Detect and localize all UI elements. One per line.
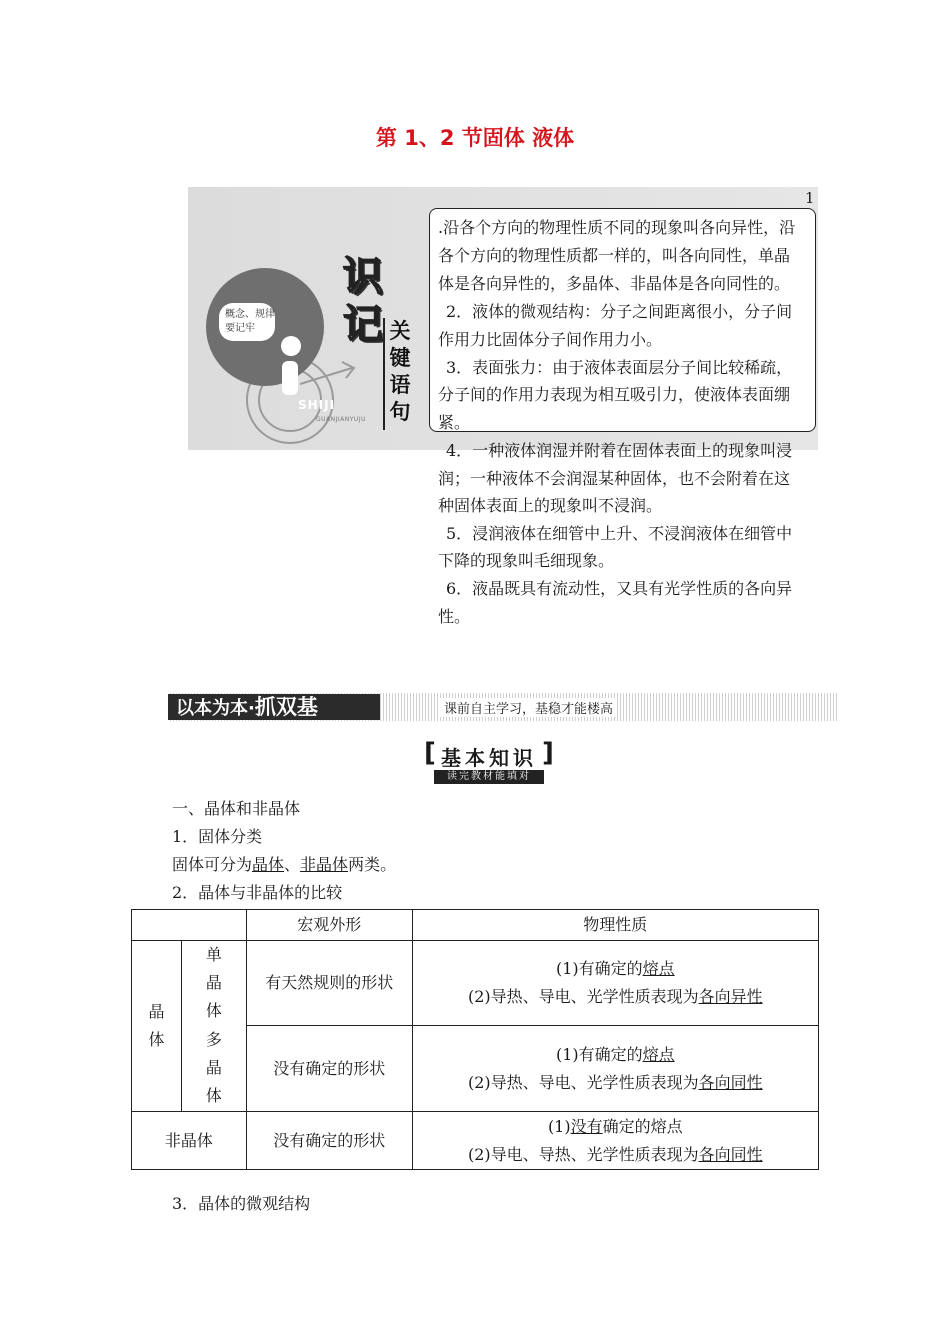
single-shape-cell: 有天然规则的形状 (246, 941, 412, 1026)
vertical-rule (383, 318, 385, 430)
key-point-line: 各个方向的物理性质都一样的，叫各向同性，单晶 (438, 246, 791, 265)
bubble-line: 要记牢 (225, 323, 255, 334)
answer-crystal: 晶体 (252, 855, 285, 874)
shiji-sub-label: GUANJIANYUJU (316, 416, 366, 423)
key-point-line: 体是各向异性的，多晶体、非晶体是各向同性的。 (438, 274, 791, 293)
answer-melting-point: 熔点 (642, 1044, 675, 1064)
amorphous-label: 非晶体 (132, 1112, 247, 1170)
text-span: 固体可分为 (172, 855, 253, 874)
answer-melting-point: 熔点 (642, 959, 675, 978)
label-char: 单 (205, 945, 222, 965)
shiji-label: SHIJI (298, 398, 336, 412)
key-point-line: .沿各个方向的物理性质不同的现象叫各向异性，沿 (438, 218, 796, 237)
basic-knowledge-title: 基本知识 (441, 746, 537, 770)
label-char: 体 (205, 1086, 222, 1106)
key-point-line: 4．一种液体润湿并附着在固体表面上的现象叫浸 (446, 441, 793, 460)
vertical-char: 关 (389, 319, 411, 343)
text-span: 确定的熔点 (602, 1116, 683, 1136)
basic-knowledge-badge (424, 738, 554, 784)
label-char: 体 (148, 1030, 165, 1049)
section-subtitle: 课前自主学习，基稳才能楼高 (440, 698, 617, 717)
solid-class-text (172, 853, 396, 877)
answer-anisotropic: 各向异性 (698, 987, 763, 1006)
vertical-char: 键 (389, 346, 411, 370)
person-icon-body (282, 361, 298, 395)
text-span: (2)导电、导热、光学性质表现为 (467, 1144, 699, 1164)
key-point-line: 种固体表面上的现象叫不浸润。 (438, 496, 663, 515)
text-span: (2)导热、导电、光学性质表现为 (467, 987, 699, 1006)
bracket-left: [ (424, 738, 436, 768)
key-point-line: 作用力比固体分子间作用力小。 (438, 330, 663, 349)
label-char: 晶 (148, 1002, 165, 1021)
table-row (132, 941, 819, 1026)
text-span: (2)导热、导电、光学性质表现为 (467, 1072, 699, 1092)
section-label (168, 694, 380, 720)
label-char: 体 (205, 1001, 222, 1021)
comparison-table (131, 909, 819, 1170)
single-property-cell (412, 941, 818, 1026)
bracket-right: ] (542, 738, 554, 768)
vertical-char: 语 (389, 373, 411, 397)
key-point-line: 下降的现象叫毛细现象。 (438, 551, 615, 570)
text-span: 、 (284, 855, 301, 874)
text-span: (1)有确定的 (555, 1044, 643, 1064)
amorphous-shape-cell: 没有确定的形状 (246, 1112, 412, 1170)
label-char: 晶 (205, 1058, 222, 1078)
poly-shape-cell: 没有确定的形状 (246, 1026, 412, 1112)
section-label-light: 以本为本· (176, 698, 255, 719)
bubble-line: 概念、规律 (225, 309, 275, 320)
person-icon-head (281, 336, 301, 356)
key-point-line: 性。 (438, 607, 471, 626)
header-shape: 宏观外形 (246, 910, 412, 941)
vertical-char: 句 (389, 400, 411, 424)
key-point-line: 分子间的作用力表现为相互吸引力，使液体表面绷 (438, 385, 791, 404)
heading-solid-class: 1．固体分类 (172, 827, 263, 846)
poly-crystal-label (181, 1026, 246, 1112)
table-header-row (132, 910, 819, 941)
table-row (132, 1026, 819, 1112)
answer-amorphous: 非晶体 (300, 855, 349, 874)
speech-bubble (219, 303, 275, 341)
page-title: 第 1、2 节固体 液体 (375, 126, 575, 150)
arrow-icon (300, 360, 360, 390)
key-point-line: 6．液晶既具有流动性，又具有光学性质的各向异 (446, 579, 793, 598)
table-row (132, 1112, 819, 1170)
poly-property-cell (412, 1026, 818, 1112)
big-char-shi: 识 (343, 254, 383, 300)
header-property: 物理性质 (412, 910, 818, 941)
amorphous-property-cell (412, 1112, 818, 1170)
key-point-line: 2．液体的微观结构：分子之间距离很小，分子间 (446, 302, 793, 321)
section-label-strong: 抓双基 (254, 695, 318, 719)
vertical-heading (387, 318, 413, 426)
basic-knowledge-sub: 读完教材能填对 (434, 770, 544, 784)
key-point-line: 5．浸润液体在细管中上升、不浸润液体在细管中 (446, 524, 793, 543)
label-char: 多 (205, 1030, 222, 1050)
key-point-line: 润；一种液体不会润湿某种固体，也不会附着在这 (438, 469, 791, 488)
heading-crystal: 一、晶体和非晶体 (172, 799, 301, 818)
heading-comparison: 2．晶体与非晶体的比较 (172, 883, 343, 902)
answer-isotropic: 各向同性 (698, 1144, 763, 1164)
big-char-ji: 记 (343, 302, 383, 348)
text-span: (1) (547, 1116, 571, 1136)
label-char: 晶 (205, 973, 222, 993)
text-span: (1)有确定的 (555, 959, 643, 978)
text-span: 两类。 (348, 855, 397, 874)
heading-micro-structure: 3．晶体的微观结构 (172, 1194, 311, 1213)
answer-no: 没有 (570, 1116, 603, 1136)
table-corner-cell (132, 910, 247, 941)
single-crystal-label (181, 941, 246, 1026)
key-point-line: 紧。 (438, 413, 471, 432)
answer-isotropic: 各向同性 (698, 1072, 763, 1092)
crystal-label (132, 941, 182, 1112)
page-number: 1 (805, 189, 815, 207)
key-point-line: 3．表面张力：由于液体表面层分子间比较稀疏， (446, 358, 793, 377)
